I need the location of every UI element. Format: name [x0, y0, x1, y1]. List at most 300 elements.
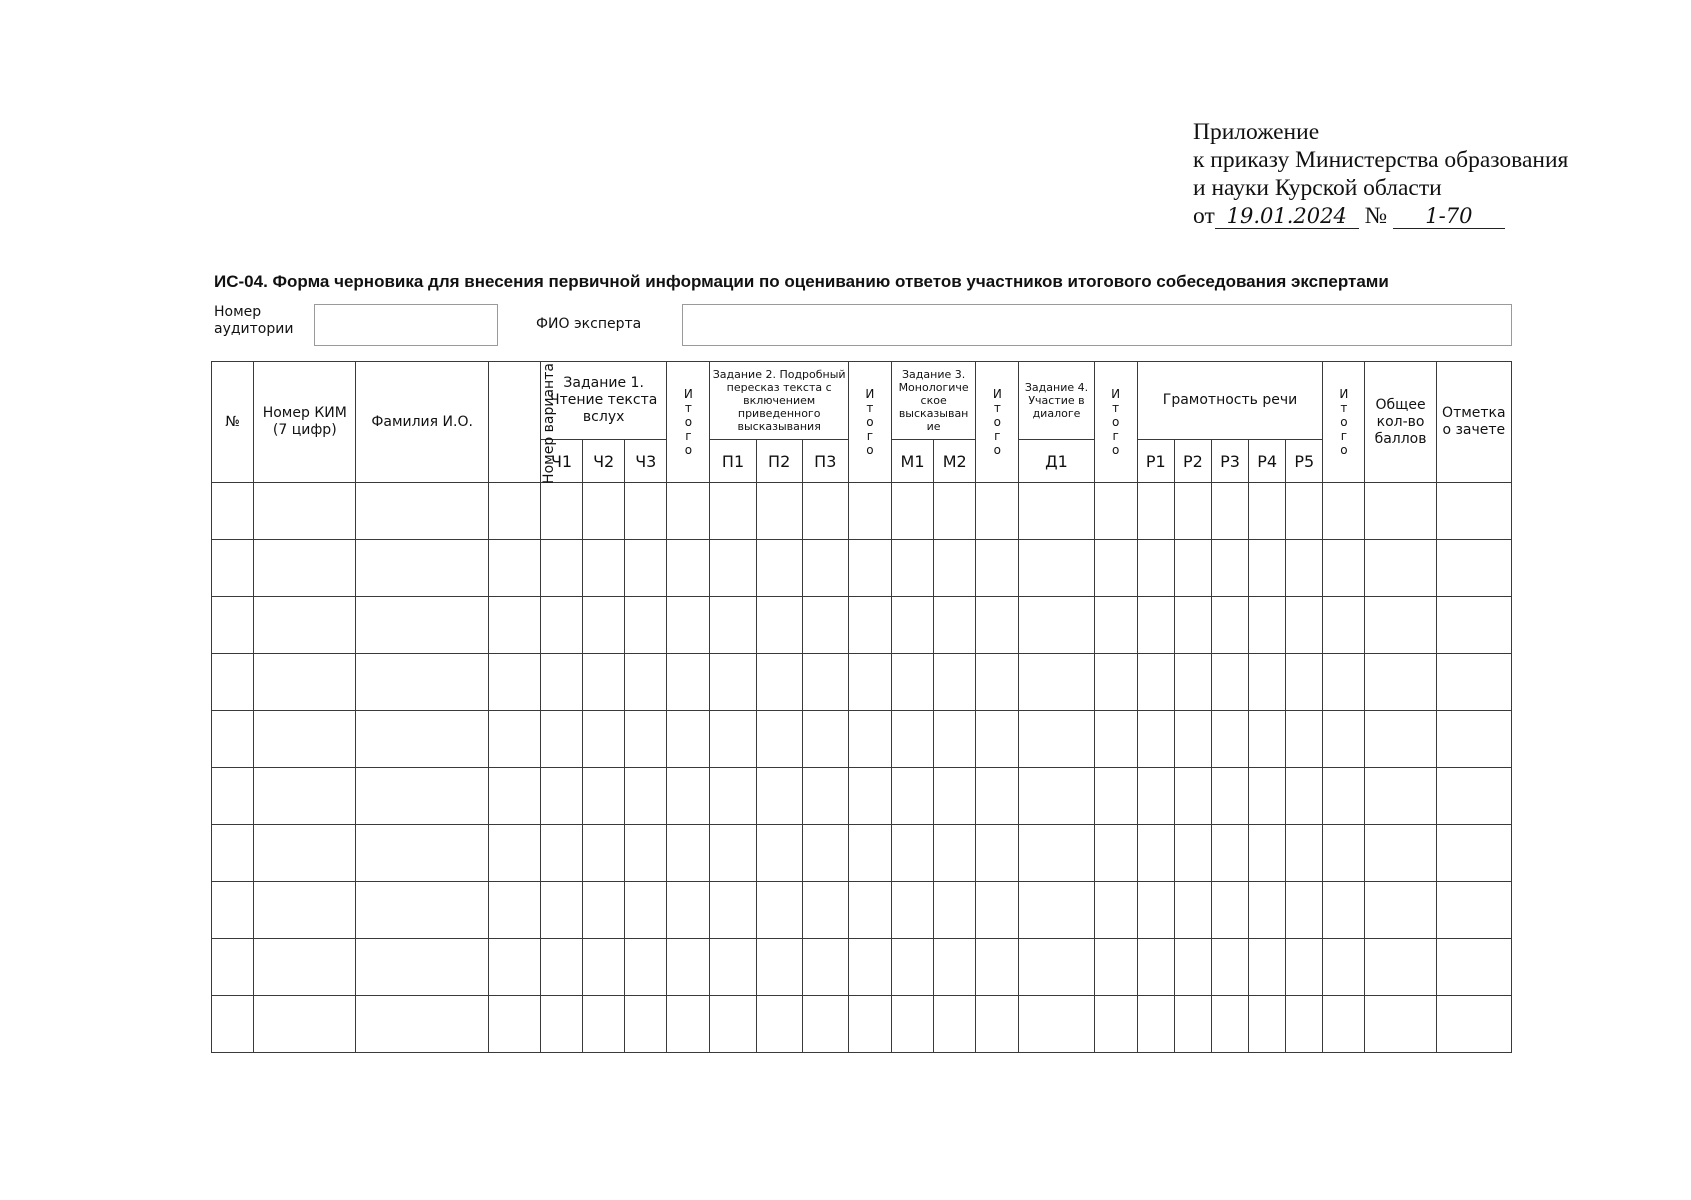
header-task2: Задание 2. Подробный пересказ текста с включением приведенного высказывания — [710, 362, 848, 440]
table-cell[interactable] — [1137, 768, 1174, 825]
subheader-r1: Р1 — [1137, 440, 1174, 483]
table-cell[interactable] — [1323, 654, 1365, 711]
table-cell[interactable] — [356, 768, 488, 825]
table-cell[interactable] — [710, 483, 756, 540]
table-cell[interactable] — [1323, 483, 1365, 540]
table-cell[interactable] — [802, 996, 848, 1053]
table-cell[interactable] — [1211, 540, 1248, 597]
table-cell[interactable] — [976, 654, 1019, 711]
table-cell[interactable] — [976, 597, 1019, 654]
table-cell[interactable] — [1137, 654, 1174, 711]
header-itogo-2: И т о г о — [848, 362, 891, 483]
header-itogo-4: И т о г о — [1094, 362, 1137, 483]
table-cell[interactable] — [1019, 939, 1094, 996]
table-cell[interactable] — [802, 825, 848, 882]
table-cell[interactable] — [625, 483, 667, 540]
table-cell[interactable] — [488, 996, 540, 1053]
table-cell[interactable] — [356, 711, 488, 768]
table-cell[interactable] — [1365, 768, 1436, 825]
table-cell[interactable] — [1436, 597, 1511, 654]
table-cell[interactable] — [356, 483, 488, 540]
table-cell[interactable] — [1137, 540, 1174, 597]
table-row — [212, 768, 1512, 825]
table-cell[interactable] — [488, 882, 540, 939]
table-cell[interactable] — [1094, 654, 1137, 711]
table-cell[interactable] — [1137, 483, 1174, 540]
table-row — [212, 654, 1512, 711]
table-cell[interactable] — [891, 939, 933, 996]
table-cell[interactable] — [667, 711, 710, 768]
table-cell[interactable] — [756, 996, 802, 1053]
table-cell[interactable] — [1019, 882, 1094, 939]
table-cell[interactable] — [356, 597, 488, 654]
table-cell[interactable] — [891, 597, 933, 654]
table-cell[interactable] — [1094, 768, 1137, 825]
table-cell[interactable] — [934, 996, 976, 1053]
table-cell[interactable] — [625, 882, 667, 939]
table-cell[interactable] — [1286, 597, 1323, 654]
table-cell[interactable] — [891, 483, 933, 540]
table-cell[interactable] — [1323, 939, 1365, 996]
table-cell[interactable] — [1094, 825, 1137, 882]
table-cell[interactable] — [802, 768, 848, 825]
table-cell[interactable] — [583, 711, 625, 768]
auditorium-label: Номер аудитории — [214, 304, 294, 337]
subheader-r3: Р3 — [1211, 440, 1248, 483]
table-cell[interactable] — [254, 654, 356, 711]
table-cell[interactable] — [1365, 540, 1436, 597]
table-cell[interactable] — [356, 540, 488, 597]
annex-region-line: и науки Курской области — [1193, 175, 1442, 201]
table-cell[interactable] — [891, 540, 933, 597]
table-cell[interactable] — [976, 939, 1019, 996]
table-cell[interactable] — [802, 711, 848, 768]
table-cell[interactable] — [848, 939, 891, 996]
table-cell[interactable] — [848, 711, 891, 768]
table-cell[interactable] — [1211, 483, 1248, 540]
table-cell[interactable] — [667, 483, 710, 540]
table-cell[interactable] — [891, 882, 933, 939]
table-cell[interactable] — [540, 882, 582, 939]
subheader-ch1: Ч1 — [540, 440, 582, 483]
subheader-ch2: Ч2 — [583, 440, 625, 483]
table-cell[interactable] — [212, 597, 254, 654]
table-cell[interactable] — [254, 768, 356, 825]
table-cell[interactable] — [976, 882, 1019, 939]
table-cell[interactable] — [1137, 825, 1174, 882]
table-cell[interactable] — [254, 483, 356, 540]
table-cell[interactable] — [934, 540, 976, 597]
table-cell[interactable] — [891, 768, 933, 825]
table-cell[interactable] — [488, 711, 540, 768]
table-cell[interactable] — [1094, 711, 1137, 768]
table-cell[interactable] — [625, 768, 667, 825]
table-cell[interactable] — [1019, 483, 1094, 540]
table-cell[interactable] — [254, 882, 356, 939]
table-cell[interactable] — [1365, 711, 1436, 768]
table-cell[interactable] — [1323, 768, 1365, 825]
annex-date-handwritten: 19.01.2024 — [1215, 204, 1359, 229]
table-cell[interactable] — [212, 711, 254, 768]
table-cell[interactable] — [583, 882, 625, 939]
table-cell[interactable] — [1286, 939, 1323, 996]
table-cell[interactable] — [1019, 711, 1094, 768]
table-cell[interactable] — [1249, 882, 1286, 939]
scoring-table — [211, 361, 1512, 1053]
table-cell[interactable] — [1094, 597, 1137, 654]
table-cell[interactable] — [1094, 996, 1137, 1053]
table-cell[interactable] — [1365, 825, 1436, 882]
subheader-m1: М1 — [891, 440, 933, 483]
annex-block — [1193, 118, 1568, 230]
table-cell[interactable] — [583, 654, 625, 711]
table-cell[interactable] — [710, 939, 756, 996]
table-cell[interactable] — [212, 825, 254, 882]
table-cell[interactable] — [934, 768, 976, 825]
table-cell[interactable] — [212, 939, 254, 996]
header-variant-label: Номер варианта — [540, 363, 557, 484]
table-cell[interactable] — [934, 882, 976, 939]
table-cell[interactable] — [1174, 711, 1211, 768]
table-cell[interactable] — [583, 540, 625, 597]
table-cell[interactable] — [356, 939, 488, 996]
table-cell[interactable] — [540, 996, 582, 1053]
table-cell[interactable] — [1137, 882, 1174, 939]
table-cell[interactable] — [356, 825, 488, 882]
table-cell[interactable] — [756, 483, 802, 540]
table-cell[interactable] — [1323, 825, 1365, 882]
subheader-r4: Р4 — [1249, 440, 1286, 483]
table-cell[interactable] — [1019, 540, 1094, 597]
table-cell[interactable] — [667, 654, 710, 711]
table-cell[interactable] — [583, 597, 625, 654]
table-cell[interactable] — [625, 825, 667, 882]
header-kim: Номер КИМ (7 цифр) — [254, 362, 356, 483]
table-cell[interactable] — [1365, 882, 1436, 939]
table-cell[interactable] — [1249, 996, 1286, 1053]
table-cell[interactable] — [540, 597, 582, 654]
table-cell[interactable] — [1094, 483, 1137, 540]
table-cell[interactable] — [710, 540, 756, 597]
table-cell[interactable] — [1174, 597, 1211, 654]
table-cell[interactable] — [934, 483, 976, 540]
table-cell[interactable] — [254, 825, 356, 882]
table-cell[interactable] — [1249, 711, 1286, 768]
table-cell[interactable] — [1019, 768, 1094, 825]
table-cell[interactable] — [1323, 540, 1365, 597]
header-itogo-1: И т о г о — [667, 362, 710, 483]
table-cell[interactable] — [1137, 597, 1174, 654]
table-cell[interactable] — [583, 483, 625, 540]
table-cell[interactable] — [1094, 939, 1137, 996]
table-cell[interactable] — [1249, 768, 1286, 825]
table-cell[interactable] — [710, 654, 756, 711]
table-cell[interactable] — [976, 540, 1019, 597]
table-cell[interactable] — [488, 825, 540, 882]
header-num: № — [212, 362, 254, 483]
table-cell[interactable] — [1211, 597, 1248, 654]
table-cell[interactable] — [756, 768, 802, 825]
header-fio: Фамилия И.О. — [356, 362, 488, 483]
table-cell[interactable] — [1174, 483, 1211, 540]
table-cell[interactable] — [625, 711, 667, 768]
table-cell[interactable] — [1436, 711, 1511, 768]
table-cell[interactable] — [667, 996, 710, 1053]
table-cell[interactable] — [625, 996, 667, 1053]
table-cell[interactable] — [1286, 711, 1323, 768]
table-cell[interactable] — [976, 996, 1019, 1053]
table-cell[interactable] — [625, 939, 667, 996]
table-cell[interactable] — [625, 597, 667, 654]
table-cell[interactable] — [356, 654, 488, 711]
table-cell[interactable] — [1174, 882, 1211, 939]
table-cell[interactable] — [756, 711, 802, 768]
table-cell[interactable] — [356, 882, 488, 939]
table-cell[interactable] — [356, 996, 488, 1053]
table-cell[interactable] — [1249, 597, 1286, 654]
table-cell[interactable] — [1286, 768, 1323, 825]
table-cell[interactable] — [540, 540, 582, 597]
table-cell[interactable] — [1019, 825, 1094, 882]
table-cell[interactable] — [1365, 939, 1436, 996]
annex-date-number-line — [1193, 202, 1568, 230]
table-cell[interactable] — [976, 825, 1019, 882]
table-cell[interactable] — [1249, 540, 1286, 597]
table-cell[interactable] — [1286, 654, 1323, 711]
table-cell[interactable] — [756, 939, 802, 996]
table-cell[interactable] — [583, 825, 625, 882]
table-cell[interactable] — [1211, 654, 1248, 711]
table-cell[interactable] — [802, 654, 848, 711]
table-cell[interactable] — [891, 654, 933, 711]
table-cell[interactable] — [667, 597, 710, 654]
table-cell[interactable] — [488, 939, 540, 996]
table-cell[interactable] — [1137, 939, 1174, 996]
table-cell[interactable] — [1174, 939, 1211, 996]
table-cell[interactable] — [1249, 654, 1286, 711]
table-cell[interactable] — [583, 996, 625, 1053]
table-cell[interactable] — [667, 768, 710, 825]
table-cell[interactable] — [891, 825, 933, 882]
table-cell[interactable] — [540, 939, 582, 996]
table-cell[interactable] — [1094, 540, 1137, 597]
table-cell[interactable] — [1174, 768, 1211, 825]
table-cell[interactable] — [583, 939, 625, 996]
table-cell[interactable] — [1174, 825, 1211, 882]
table-cell[interactable] — [1211, 939, 1248, 996]
table-cell[interactable] — [1019, 654, 1094, 711]
table-cell[interactable] — [625, 540, 667, 597]
table-cell[interactable] — [891, 711, 933, 768]
table-cell[interactable] — [802, 483, 848, 540]
table-cell[interactable] — [212, 483, 254, 540]
table-cell[interactable] — [254, 540, 356, 597]
table-cell[interactable] — [1286, 540, 1323, 597]
table-cell[interactable] — [934, 939, 976, 996]
table-cell[interactable] — [1436, 825, 1511, 882]
table-cell[interactable] — [488, 654, 540, 711]
table-cell[interactable] — [1137, 996, 1174, 1053]
table-cell[interactable] — [667, 882, 710, 939]
table-cell[interactable] — [1365, 996, 1436, 1053]
table-cell[interactable] — [254, 711, 356, 768]
table-cell[interactable] — [1019, 597, 1094, 654]
table-cell[interactable] — [891, 996, 933, 1053]
table-cell[interactable] — [934, 711, 976, 768]
table-cell[interactable] — [710, 597, 756, 654]
expert-field[interactable] — [682, 304, 1512, 346]
table-cell[interactable] — [1323, 882, 1365, 939]
table-cell[interactable] — [802, 540, 848, 597]
table-cell[interactable] — [976, 768, 1019, 825]
table-row — [212, 996, 1512, 1053]
table-cell[interactable] — [583, 768, 625, 825]
table-row — [212, 540, 1512, 597]
table-cell[interactable] — [667, 939, 710, 996]
subheader-p2: П2 — [756, 440, 802, 483]
table-cell[interactable] — [710, 996, 756, 1053]
table-cell[interactable] — [488, 768, 540, 825]
table-row — [212, 825, 1512, 882]
table-cell[interactable] — [1174, 654, 1211, 711]
table-cell[interactable] — [848, 825, 891, 882]
annex-title: Приложение — [1193, 119, 1320, 145]
header-literacy: Грамотность речи — [1137, 362, 1323, 440]
table-cell[interactable] — [1436, 996, 1511, 1053]
subheader-m2: М2 — [934, 440, 976, 483]
header-itogo-5: И т о г о — [1323, 362, 1365, 483]
table-body — [212, 483, 1512, 1053]
table-cell[interactable] — [1211, 996, 1248, 1053]
table-row — [212, 597, 1512, 654]
table-cell[interactable] — [1211, 882, 1248, 939]
table-cell[interactable] — [1211, 768, 1248, 825]
table-cell[interactable] — [1286, 882, 1323, 939]
table-cell[interactable] — [1286, 825, 1323, 882]
table-cell[interactable] — [1211, 711, 1248, 768]
table-cell[interactable] — [667, 825, 710, 882]
table-cell[interactable] — [1211, 825, 1248, 882]
table-cell[interactable] — [540, 768, 582, 825]
table-cell[interactable] — [540, 711, 582, 768]
table-header-row — [212, 362, 1512, 440]
table-cell[interactable] — [1323, 597, 1365, 654]
table-cell[interactable] — [756, 540, 802, 597]
table-cell[interactable] — [1365, 597, 1436, 654]
table-cell[interactable] — [976, 483, 1019, 540]
table-cell[interactable] — [802, 939, 848, 996]
subheader-r5: Р5 — [1286, 440, 1323, 483]
auditorium-field[interactable] — [314, 304, 498, 346]
table-cell[interactable] — [802, 882, 848, 939]
table-cell[interactable] — [1174, 996, 1211, 1053]
table-cell[interactable] — [848, 654, 891, 711]
table-cell[interactable] — [1019, 996, 1094, 1053]
table-cell[interactable] — [848, 540, 891, 597]
table-cell[interactable] — [1286, 996, 1323, 1053]
header-task1: Задание 1. Чтение текста вслух — [540, 362, 666, 440]
table-cell[interactable] — [1249, 939, 1286, 996]
header-variant — [488, 362, 557, 484]
table-cell[interactable] — [540, 654, 582, 711]
table-cell[interactable] — [540, 825, 582, 882]
table-cell[interactable] — [1436, 939, 1511, 996]
table-cell[interactable] — [848, 882, 891, 939]
expert-label: ФИО эксперта — [536, 316, 642, 332]
table-cell[interactable] — [756, 654, 802, 711]
table-cell[interactable] — [710, 768, 756, 825]
table-cell[interactable] — [1094, 882, 1137, 939]
table-cell[interactable] — [1436, 882, 1511, 939]
table-cell[interactable] — [848, 483, 891, 540]
subheader-r2: Р2 — [1174, 440, 1211, 483]
table-cell[interactable] — [212, 996, 254, 1053]
table-cell[interactable] — [1249, 825, 1286, 882]
table-cell[interactable] — [1137, 711, 1174, 768]
table-cell[interactable] — [756, 597, 802, 654]
table-cell[interactable] — [1365, 654, 1436, 711]
table-cell[interactable] — [1436, 768, 1511, 825]
table-cell[interactable] — [934, 825, 976, 882]
table-cell[interactable] — [212, 882, 254, 939]
table-cell[interactable] — [254, 996, 356, 1053]
table-cell[interactable] — [848, 597, 891, 654]
table-cell[interactable] — [1249, 483, 1286, 540]
table-cell[interactable] — [488, 597, 540, 654]
table-cell[interactable] — [254, 939, 356, 996]
table-cell[interactable] — [1436, 483, 1511, 540]
table-cell[interactable] — [254, 597, 356, 654]
table-cell[interactable] — [540, 483, 582, 540]
table-cell[interactable] — [756, 882, 802, 939]
header-task3: Задание 3. Монологиче ское высказыван ие — [891, 362, 975, 440]
table-cell[interactable] — [1436, 540, 1511, 597]
subheader-d1: Д1 — [1019, 440, 1094, 483]
table-cell[interactable] — [488, 483, 540, 540]
header-total-points: Общее кол-во баллов — [1365, 362, 1436, 483]
table-cell[interactable] — [488, 540, 540, 597]
table-cell[interactable] — [710, 882, 756, 939]
header-task4: Задание 4. Участие в диалоге — [1019, 362, 1094, 440]
subheader-p1: П1 — [710, 440, 756, 483]
annex-number-handwritten: 1-70 — [1393, 204, 1505, 229]
table-cell[interactable] — [756, 825, 802, 882]
table-cell[interactable] — [625, 654, 667, 711]
table-cell[interactable] — [212, 768, 254, 825]
table-cell[interactable] — [1323, 711, 1365, 768]
table-cell[interactable] — [1436, 654, 1511, 711]
subheader-ch3: Ч3 — [625, 440, 667, 483]
header-itogo-3: И т о г о — [976, 362, 1019, 483]
table-cell[interactable] — [710, 825, 756, 882]
table-cell[interactable] — [934, 654, 976, 711]
table-cell[interactable] — [934, 597, 976, 654]
table-cell[interactable] — [976, 711, 1019, 768]
table-cell[interactable] — [710, 711, 756, 768]
header-pass-mark: Отметка о зачете — [1436, 362, 1511, 483]
table-cell[interactable] — [212, 540, 254, 597]
table-cell[interactable] — [1286, 483, 1323, 540]
table-cell[interactable] — [212, 654, 254, 711]
table-cell[interactable] — [848, 996, 891, 1053]
table-cell[interactable] — [1323, 996, 1365, 1053]
subheader-p3: П3 — [802, 440, 848, 483]
table-cell[interactable] — [848, 768, 891, 825]
table-cell[interactable] — [802, 597, 848, 654]
table-cell[interactable] — [1365, 483, 1436, 540]
table-cell[interactable] — [667, 540, 710, 597]
table-cell[interactable] — [1174, 540, 1211, 597]
